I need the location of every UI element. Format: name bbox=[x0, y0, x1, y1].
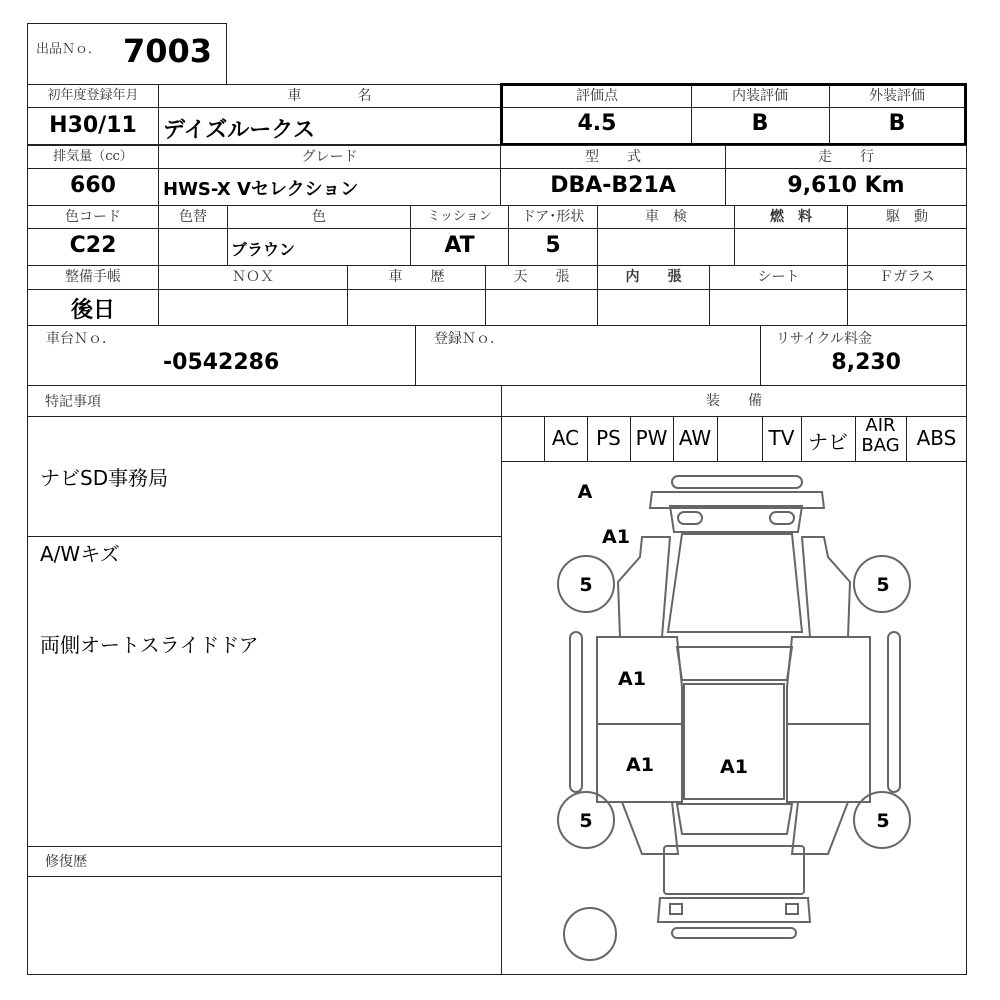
car-name-label: 車 名 bbox=[287, 88, 372, 104]
equipment-pw-label: PW bbox=[635, 426, 668, 450]
seat-label: シート bbox=[757, 269, 800, 285]
interior-value-cell bbox=[691, 107, 830, 144]
fuel-label: 燃 料 bbox=[770, 209, 812, 225]
mileage-label-cell bbox=[725, 145, 967, 169]
chassis-cell bbox=[27, 325, 416, 386]
equipment-pw bbox=[630, 416, 674, 461]
equipment-ps-label: PS bbox=[596, 426, 621, 450]
first-reg-label-cell bbox=[27, 84, 159, 108]
door-label-cell bbox=[508, 205, 598, 229]
exterior-value-cell bbox=[829, 107, 965, 144]
tire-front-right: 5 bbox=[876, 574, 890, 596]
interior-trim-value-cell bbox=[597, 289, 710, 326]
notes-divider bbox=[27, 536, 502, 537]
model-value-cell bbox=[500, 168, 726, 206]
exterior-grade-label: 外装評価 bbox=[869, 88, 925, 104]
equipment-aw-label: AW bbox=[678, 426, 712, 450]
tire-front-left: 5 bbox=[579, 574, 593, 596]
notes-line-2: A/Wキズ bbox=[40, 542, 120, 566]
equipment-navi bbox=[801, 416, 856, 461]
mission-label-cell bbox=[410, 205, 509, 229]
score-value-cell bbox=[502, 107, 692, 144]
equipment-abs bbox=[906, 416, 967, 461]
seat-label-cell bbox=[709, 265, 848, 290]
repair-history-label: 修復歴 bbox=[45, 854, 87, 870]
notes-line-3: 両側オートスライドドア bbox=[40, 633, 259, 657]
repaint-value-cell bbox=[158, 228, 228, 266]
score-label: 評価点 bbox=[576, 88, 618, 104]
grade-label-cell bbox=[158, 145, 501, 169]
equipment-label: 装 備 bbox=[706, 393, 762, 409]
history-label: 車 歴 bbox=[388, 269, 445, 285]
mark-left-rear-door: A1 bbox=[626, 754, 654, 776]
equipment-ac bbox=[544, 416, 588, 461]
notes-label: 特記事項 bbox=[45, 394, 101, 410]
model-label: 型 式 bbox=[585, 149, 641, 165]
inspection-label-cell bbox=[597, 205, 735, 229]
tire-rear-left: 5 bbox=[579, 810, 593, 832]
grade-label: グレード bbox=[301, 149, 358, 165]
lot-number-label: 出品Ｎｏ． bbox=[36, 42, 102, 57]
mark-left-front-door: A1 bbox=[618, 668, 646, 690]
first-reg-value-cell bbox=[27, 107, 159, 145]
inspection-value-cell bbox=[597, 228, 735, 266]
equipment-blank-2 bbox=[717, 416, 763, 461]
grade-value: HWS-X Vセレクション bbox=[163, 179, 359, 200]
score-value: 4.5 bbox=[577, 111, 617, 136]
door-value-cell bbox=[508, 228, 598, 266]
drive-value-cell bbox=[847, 228, 967, 266]
inspection-label: 車 検 bbox=[645, 209, 687, 225]
history-label-cell bbox=[347, 265, 486, 290]
displacement-value-cell bbox=[27, 168, 159, 206]
chassis-label: 車台Ｎｏ． bbox=[46, 331, 116, 347]
equipment-row bbox=[501, 416, 967, 462]
maintenance-label: 整備手帳 bbox=[65, 269, 121, 285]
fuel-label-cell bbox=[734, 205, 848, 229]
equipment-tv-label: TV bbox=[768, 426, 795, 450]
displacement-label-cell bbox=[27, 145, 159, 169]
interior-trim-label-cell bbox=[597, 265, 710, 290]
nox-label: ＮＯＸ bbox=[232, 269, 274, 285]
first-reg-label: 初年度登録年月 bbox=[47, 88, 139, 103]
equipment-ac-label: AC bbox=[551, 426, 580, 450]
equipment-navi-label: ナビ bbox=[808, 430, 848, 454]
equipment-ps bbox=[587, 416, 631, 461]
seat-value-cell bbox=[709, 289, 848, 326]
door-shape-label: ドア･形状 bbox=[521, 209, 585, 225]
mileage-value: 9,610 Km bbox=[787, 173, 905, 198]
color-label: 色 bbox=[312, 209, 326, 225]
model-label-cell bbox=[500, 145, 726, 169]
history-value-cell bbox=[347, 289, 486, 326]
color-value-cell bbox=[227, 228, 411, 266]
color-value: ブラウン bbox=[231, 240, 296, 259]
recycle-fee-label: リサイクル料金 bbox=[776, 331, 873, 347]
car-damage-diagram bbox=[502, 462, 966, 974]
mileage-value-cell bbox=[725, 168, 967, 206]
roof-value-cell bbox=[485, 289, 598, 326]
drive-label: 駆 動 bbox=[886, 209, 928, 225]
interior-label-cell bbox=[691, 85, 830, 108]
equipment-airbag bbox=[855, 416, 907, 461]
lot-number-box bbox=[27, 23, 227, 85]
chassis-value: -0542286 bbox=[163, 350, 280, 375]
mission-label: ミッション bbox=[427, 209, 492, 224]
score-label-cell bbox=[502, 85, 692, 108]
drive-label-cell bbox=[847, 205, 967, 229]
registration-label: 登録Ｎｏ． bbox=[434, 331, 504, 347]
car-name-label-cell bbox=[158, 84, 501, 108]
mileage-label: 走 行 bbox=[818, 149, 874, 165]
exterior-grade-value: B bbox=[888, 111, 906, 136]
model-value: DBA-B21A bbox=[550, 173, 676, 198]
equipment-tv bbox=[762, 416, 802, 461]
roof-lining-label: 天 張 bbox=[513, 269, 570, 285]
grade-value-cell bbox=[158, 168, 501, 206]
mission-value-cell bbox=[410, 228, 509, 266]
maintenance-value-cell bbox=[27, 289, 159, 326]
equipment-aw bbox=[673, 416, 718, 461]
registration-cell bbox=[415, 325, 761, 386]
nox-label-cell bbox=[158, 265, 348, 290]
front-glass-label: Ｆガラス bbox=[879, 269, 935, 285]
equipment-blank-1 bbox=[501, 416, 545, 461]
equipment-airbag-label: AIR BAG bbox=[861, 415, 900, 456]
recycle-fee-value: 8,230 bbox=[831, 350, 901, 375]
glass-label-cell bbox=[847, 265, 967, 290]
mark-roof: A1 bbox=[720, 756, 748, 778]
displacement-label: 排気量（cc） bbox=[53, 149, 133, 164]
equipment-header bbox=[501, 385, 967, 417]
displacement-value: 660 bbox=[70, 173, 116, 198]
roof-label-cell bbox=[485, 265, 598, 290]
maintenance-value: 後日 bbox=[70, 298, 115, 323]
fuel-value-cell bbox=[734, 228, 848, 266]
maintenance-label-cell bbox=[27, 265, 159, 290]
color-label-cell bbox=[227, 205, 411, 229]
recycle-cell bbox=[760, 325, 967, 386]
color-code-value-cell bbox=[27, 228, 159, 266]
interior-grade-label: 内装評価 bbox=[732, 88, 788, 104]
notes-header bbox=[27, 385, 502, 417]
mark-front-bumper: A bbox=[577, 481, 593, 503]
equipment-abs-label: ABS bbox=[916, 426, 957, 450]
car-name-value: デイズルークス bbox=[163, 118, 316, 143]
color-code-label-cell bbox=[27, 205, 159, 229]
tire-rear-right: 5 bbox=[876, 810, 890, 832]
repaint-label-cell bbox=[158, 205, 228, 229]
first-reg-value: H30/11 bbox=[49, 113, 137, 138]
notes-line-1: ナビSD事務局 bbox=[40, 466, 169, 490]
nox-value-cell bbox=[158, 289, 348, 326]
glass-value-cell bbox=[847, 289, 967, 326]
mission-value: AT bbox=[444, 233, 475, 258]
color-code-value: C22 bbox=[69, 233, 117, 258]
repaint-label: 色替 bbox=[179, 209, 207, 225]
repair-history-header bbox=[27, 846, 502, 877]
exterior-label-cell bbox=[829, 85, 965, 108]
interior-trim-label: 内 張 bbox=[625, 269, 682, 285]
door-shape-value: 5 bbox=[545, 233, 561, 258]
lot-number-value: 7003 bbox=[123, 32, 213, 70]
color-code-label: 色コード bbox=[65, 209, 121, 225]
interior-grade-value: B bbox=[751, 111, 769, 136]
car-name-value-cell bbox=[158, 107, 501, 145]
mark-hood: A1 bbox=[602, 526, 630, 548]
